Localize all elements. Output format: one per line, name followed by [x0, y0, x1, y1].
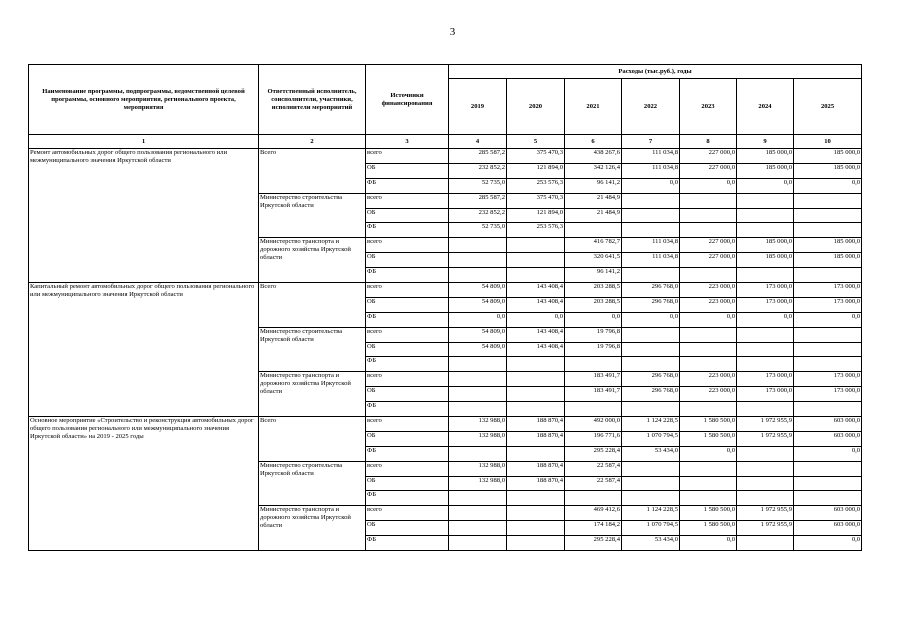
- funding-source: ФБ: [366, 312, 449, 327]
- column-number: 7: [622, 135, 680, 149]
- expense-value: 232 852,2: [449, 163, 507, 178]
- expense-value: [449, 387, 507, 402]
- expense-value: 375 470,3: [507, 193, 565, 208]
- expense-value: 438 267,6: [565, 149, 622, 164]
- funding-source: ФБ: [366, 491, 449, 506]
- expense-value: 185 000,0: [794, 253, 862, 268]
- expense-value: 143 408,4: [507, 283, 565, 298]
- expense-value: 1 124 228,5: [622, 506, 680, 521]
- funding-source: ОБ: [366, 253, 449, 268]
- expense-value: 253 576,3: [507, 178, 565, 193]
- expense-value: 227 000,0: [680, 149, 737, 164]
- expense-value: [565, 491, 622, 506]
- expense-value: 1 972 955,9: [737, 417, 794, 432]
- funding-source: ФБ: [366, 268, 449, 283]
- expense-value: [737, 461, 794, 476]
- column-number: 5: [507, 135, 565, 149]
- expense-value: [622, 491, 680, 506]
- expense-value: 21 484,9: [565, 193, 622, 208]
- expense-value: 111 034,8: [622, 163, 680, 178]
- expense-value: 54 809,0: [449, 297, 507, 312]
- column-number: 3: [366, 135, 449, 149]
- expense-value: 54 809,0: [449, 283, 507, 298]
- table-row: [29, 417, 862, 432]
- header-program: Наименование программы, подпрограммы, ведомственной целевой программы, основного мероприятия, регионального проекта, мероприятия: [29, 65, 259, 135]
- expense-value: [680, 357, 737, 372]
- program-name: Ремонт автомобильных дорог общего пользования регионального или межмуниципального значения Иркутской области: [29, 149, 259, 283]
- expense-value: 143 408,4: [507, 327, 565, 342]
- expense-value: 183 491,7: [565, 372, 622, 387]
- expense-value: [565, 223, 622, 238]
- expense-value: [680, 402, 737, 417]
- column-number: 9: [737, 135, 794, 149]
- expense-value: [507, 357, 565, 372]
- executor-name: Министерство строительства Иркутской области: [259, 193, 366, 238]
- expense-value: 196 771,6: [565, 431, 622, 446]
- expense-value: [680, 476, 737, 491]
- expense-value: [622, 268, 680, 283]
- funding-source: ФБ: [366, 178, 449, 193]
- expense-value: 603 000,0: [794, 431, 862, 446]
- header-year: 2025: [794, 79, 862, 135]
- expense-value: 203 288,5: [565, 283, 622, 298]
- expense-value: 0,0: [737, 312, 794, 327]
- expense-value: 1 580 500,0: [680, 521, 737, 536]
- expense-value: 1 124 228,5: [622, 417, 680, 432]
- expense-value: 203 288,5: [565, 297, 622, 312]
- expense-value: 185 000,0: [737, 253, 794, 268]
- expense-value: [449, 253, 507, 268]
- funding-source: всего: [366, 238, 449, 253]
- expense-value: [449, 446, 507, 461]
- column-number: 8: [680, 135, 737, 149]
- funding-source: ФБ: [366, 446, 449, 461]
- expense-value: 188 870,4: [507, 417, 565, 432]
- expense-value: 111 034,8: [622, 238, 680, 253]
- expense-value: 21 484,9: [565, 208, 622, 223]
- funding-source: всего: [366, 193, 449, 208]
- funding-source: ОБ: [366, 208, 449, 223]
- executor-name: Всего: [259, 283, 366, 328]
- expense-value: 0,0: [680, 536, 737, 551]
- expense-value: [507, 536, 565, 551]
- expense-value: 174 184,2: [565, 521, 622, 536]
- expense-value: [794, 268, 862, 283]
- expense-value: [449, 402, 507, 417]
- funding-source: всего: [366, 461, 449, 476]
- expense-value: [794, 208, 862, 223]
- expense-value: 227 000,0: [680, 238, 737, 253]
- expense-value: [737, 446, 794, 461]
- expense-value: 143 408,4: [507, 342, 565, 357]
- expense-value: 111 034,8: [622, 253, 680, 268]
- expense-value: [565, 357, 622, 372]
- expense-value: 185 000,0: [737, 163, 794, 178]
- expense-value: 295 228,4: [565, 536, 622, 551]
- expense-value: 1 972 955,9: [737, 506, 794, 521]
- expense-value: [565, 402, 622, 417]
- expense-value: 111 034,8: [622, 149, 680, 164]
- expense-value: [449, 372, 507, 387]
- expense-value: 0,0: [737, 178, 794, 193]
- expense-value: 320 641,5: [565, 253, 622, 268]
- table-row: [29, 283, 862, 298]
- expense-value: 0,0: [622, 178, 680, 193]
- expense-value: [622, 476, 680, 491]
- expense-value: 121 894,0: [507, 163, 565, 178]
- expense-value: 1 580 500,0: [680, 506, 737, 521]
- executor-name: Всего: [259, 149, 366, 194]
- expense-value: [507, 446, 565, 461]
- expense-value: 22 587,4: [565, 476, 622, 491]
- funding-source: ФБ: [366, 402, 449, 417]
- expense-value: [507, 521, 565, 536]
- expense-value: 173 000,0: [794, 283, 862, 298]
- expense-value: 0,0: [794, 312, 862, 327]
- expense-value: 121 894,0: [507, 208, 565, 223]
- expense-value: 132 988,0: [449, 476, 507, 491]
- funding-source: ОБ: [366, 387, 449, 402]
- expense-value: [680, 461, 737, 476]
- expense-value: 132 988,0: [449, 461, 507, 476]
- expense-value: 132 988,0: [449, 417, 507, 432]
- expense-value: 143 408,4: [507, 297, 565, 312]
- expense-value: 188 870,4: [507, 476, 565, 491]
- funding-source: ОБ: [366, 431, 449, 446]
- expense-value: 1 580 500,0: [680, 417, 737, 432]
- expense-value: [794, 327, 862, 342]
- expense-value: 469 412,6: [565, 506, 622, 521]
- expense-value: 96 141,2: [565, 178, 622, 193]
- expense-value: 223 000,0: [680, 372, 737, 387]
- column-number: 1: [29, 135, 259, 149]
- expense-value: 0,0: [680, 446, 737, 461]
- expense-value: [449, 491, 507, 506]
- table-row: [29, 149, 862, 164]
- funding-source: ОБ: [366, 163, 449, 178]
- expense-value: 185 000,0: [794, 149, 862, 164]
- expense-value: [507, 402, 565, 417]
- expense-value: [737, 223, 794, 238]
- executor-name: Министерство строительства Иркутской области: [259, 461, 366, 506]
- expense-value: 185 000,0: [794, 163, 862, 178]
- executor-name: Министерство транспорта и дорожного хозяйства Иркутской области: [259, 506, 366, 551]
- expense-value: 0,0: [680, 178, 737, 193]
- expense-value: [449, 238, 507, 253]
- header-year: 2023: [680, 79, 737, 135]
- expense-value: [622, 402, 680, 417]
- expense-value: [794, 402, 862, 417]
- expenses-table: [28, 64, 862, 551]
- expense-value: 54 809,0: [449, 342, 507, 357]
- expense-value: 52 735,0: [449, 178, 507, 193]
- funding-source: ОБ: [366, 342, 449, 357]
- executor-name: Министерство транспорта и дорожного хозяйства Иркутской области: [259, 238, 366, 283]
- expense-value: 22 587,4: [565, 461, 622, 476]
- expense-value: [794, 193, 862, 208]
- page-number: 3: [449, 26, 456, 38]
- expense-value: 227 000,0: [680, 253, 737, 268]
- funding-source: ФБ: [366, 357, 449, 372]
- expense-value: [737, 268, 794, 283]
- expense-value: 232 852,2: [449, 208, 507, 223]
- expense-value: [794, 223, 862, 238]
- expense-value: 0,0: [794, 178, 862, 193]
- expense-value: 0,0: [507, 312, 565, 327]
- expense-value: 285 587,2: [449, 149, 507, 164]
- expense-value: 185 000,0: [737, 149, 794, 164]
- expense-value: [737, 357, 794, 372]
- funding-source: всего: [366, 372, 449, 387]
- header-year: 2020: [507, 79, 565, 135]
- expense-value: [794, 342, 862, 357]
- expense-value: [622, 461, 680, 476]
- expense-value: 295 228,4: [565, 446, 622, 461]
- expense-value: 416 782,7: [565, 238, 622, 253]
- expense-value: 285 587,2: [449, 193, 507, 208]
- expense-value: [507, 238, 565, 253]
- expense-value: [737, 327, 794, 342]
- expense-value: 1 580 500,0: [680, 431, 737, 446]
- expense-value: 296 768,0: [622, 297, 680, 312]
- expense-value: [737, 193, 794, 208]
- funding-source: ОБ: [366, 297, 449, 312]
- expense-value: 296 768,0: [622, 387, 680, 402]
- expense-value: 173 000,0: [794, 297, 862, 312]
- expense-value: 185 000,0: [794, 238, 862, 253]
- expense-value: 1 070 794,5: [622, 521, 680, 536]
- expense-value: [794, 491, 862, 506]
- expense-value: [680, 342, 737, 357]
- expense-value: [507, 491, 565, 506]
- expense-value: 0,0: [622, 312, 680, 327]
- column-number: 2: [259, 135, 366, 149]
- expense-value: 0,0: [794, 446, 862, 461]
- funding-source: ФБ: [366, 223, 449, 238]
- column-number: 6: [565, 135, 622, 149]
- expense-value: 0,0: [680, 312, 737, 327]
- expense-value: 52 735,0: [449, 223, 507, 238]
- program-name: Капитальный ремонт автомобильных дорог общего пользования регионального или межмуниципального значения Иркутской области: [29, 283, 259, 417]
- expense-value: 54 809,0: [449, 327, 507, 342]
- column-number: 4: [449, 135, 507, 149]
- expense-value: 173 000,0: [794, 372, 862, 387]
- expense-value: [737, 476, 794, 491]
- expense-value: [737, 208, 794, 223]
- expense-value: 188 870,4: [507, 461, 565, 476]
- funding-source: всего: [366, 506, 449, 521]
- expense-value: 173 000,0: [737, 372, 794, 387]
- expense-value: [680, 208, 737, 223]
- expense-value: [680, 193, 737, 208]
- expense-value: [622, 208, 680, 223]
- expense-value: 375 470,3: [507, 149, 565, 164]
- header-source: Источники финансирования: [366, 65, 449, 135]
- expense-value: 223 000,0: [680, 387, 737, 402]
- expense-value: [680, 223, 737, 238]
- expense-value: 173 000,0: [737, 387, 794, 402]
- funding-source: всего: [366, 327, 449, 342]
- expense-value: 0,0: [794, 536, 862, 551]
- header-year: 2024: [737, 79, 794, 135]
- expense-value: 1 972 955,9: [737, 521, 794, 536]
- header-year: 2021: [565, 79, 622, 135]
- expense-value: [622, 193, 680, 208]
- expense-value: 19 796,8: [565, 327, 622, 342]
- expense-value: 132 988,0: [449, 431, 507, 446]
- expense-value: 185 000,0: [737, 238, 794, 253]
- expense-value: 492 000,0: [565, 417, 622, 432]
- header-year: 2022: [622, 79, 680, 135]
- expense-value: 603 000,0: [794, 521, 862, 536]
- expense-value: 223 000,0: [680, 297, 737, 312]
- executor-name: Министерство транспорта и дорожного хозяйства Иркутской области: [259, 372, 366, 417]
- expense-value: 223 000,0: [680, 283, 737, 298]
- expense-value: [622, 223, 680, 238]
- expense-value: 173 000,0: [737, 297, 794, 312]
- expense-value: 1 972 955,9: [737, 431, 794, 446]
- funding-source: ОБ: [366, 476, 449, 491]
- expense-value: [680, 327, 737, 342]
- header-executor: Ответственный исполнитель, соисполнители, участники, исполнители мероприятий: [259, 65, 366, 135]
- executor-name: Министерство строительства Иркутской области: [259, 327, 366, 372]
- funding-source: ОБ: [366, 521, 449, 536]
- expense-value: [680, 268, 737, 283]
- expense-value: 1 070 794,5: [622, 431, 680, 446]
- expense-value: 96 141,2: [565, 268, 622, 283]
- expense-value: 19 796,8: [565, 342, 622, 357]
- expense-value: [737, 402, 794, 417]
- expense-value: [737, 491, 794, 506]
- expense-value: 173 000,0: [737, 283, 794, 298]
- header-year: 2019: [449, 79, 507, 135]
- expense-value: 0,0: [449, 312, 507, 327]
- expense-value: [507, 372, 565, 387]
- expense-value: 173 000,0: [794, 387, 862, 402]
- funding-source: всего: [366, 417, 449, 432]
- expense-value: [737, 536, 794, 551]
- expense-value: 296 768,0: [622, 283, 680, 298]
- expense-value: 188 870,4: [507, 431, 565, 446]
- expense-value: 183 491,7: [565, 387, 622, 402]
- expense-value: [622, 327, 680, 342]
- funding-source: ФБ: [366, 536, 449, 551]
- expense-value: [737, 342, 794, 357]
- expense-value: [507, 506, 565, 521]
- expense-value: [449, 506, 507, 521]
- expense-value: [794, 461, 862, 476]
- expense-value: [507, 387, 565, 402]
- expense-value: 603 000,0: [794, 506, 862, 521]
- column-number: 10: [794, 135, 862, 149]
- expense-value: [794, 357, 862, 372]
- funding-source: всего: [366, 149, 449, 164]
- program-name: Основное мероприятие «Строительство и реконструкция автомобильных дорог общего пользования регионального или межмуниципального значения Иркутской области» на 2019 - 2025 годы: [29, 417, 259, 551]
- executor-name: Всего: [259, 417, 366, 462]
- funding-source: всего: [366, 283, 449, 298]
- expense-value: [794, 476, 862, 491]
- expense-value: [622, 357, 680, 372]
- expense-value: 253 576,3: [507, 223, 565, 238]
- expense-value: 53 434,0: [622, 536, 680, 551]
- expense-value: 0,0: [565, 312, 622, 327]
- expense-value: [507, 253, 565, 268]
- expense-value: 53 434,0: [622, 446, 680, 461]
- expense-value: [449, 521, 507, 536]
- expense-value: [622, 342, 680, 357]
- expense-value: [449, 268, 507, 283]
- expense-value: 227 000,0: [680, 163, 737, 178]
- expense-value: 342 126,4: [565, 163, 622, 178]
- expense-value: [449, 357, 507, 372]
- expense-value: 603 000,0: [794, 417, 862, 432]
- expense-value: 296 768,0: [622, 372, 680, 387]
- header-expenses: Расходы (тыс.руб.), годы: [449, 65, 862, 79]
- expense-value: [449, 536, 507, 551]
- expense-value: [507, 268, 565, 283]
- expense-value: [680, 491, 737, 506]
